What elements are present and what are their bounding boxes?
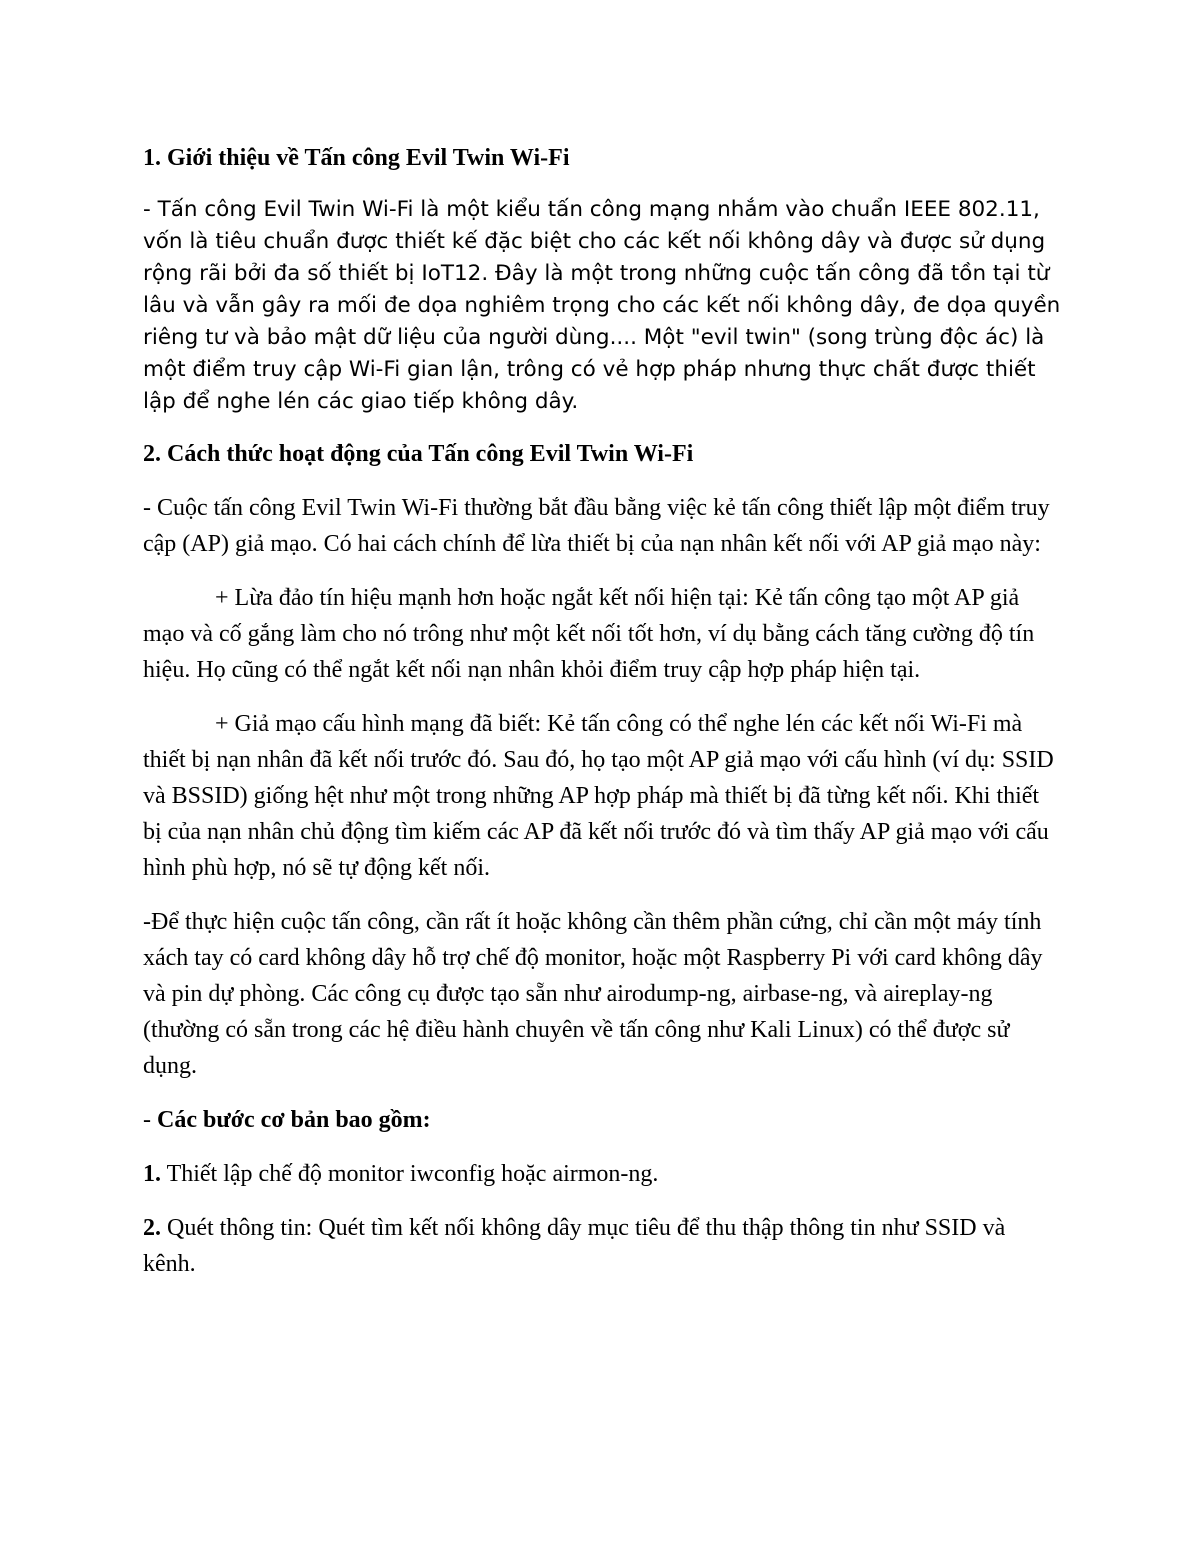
step-text: Thiết lập chế độ monitor iwconfig hoặc airmon-ng.: [161, 1161, 659, 1187]
step-item: [143, 1210, 1063, 1282]
method-2-paragraph: + Giả mạo cấu hình mạng đã biết: Kẻ tấn công có thể nghe lén các kết nối Wi-Fi mà thiết bị nạn nhân đã kết nối trước đó. Sau đó, họ tạo một AP giả mạo với cấu hình (ví dụ: SSID và BSSID) giống hệt như một trong những AP hợp pháp mà thiết bị đã từng kết nối. Khi thiết bị của nạn nhân chủ động tìm kiếm các AP đã kết nối trước đó và tìm thấy AP giả mạo với cấu hình phù hợp, nó sẽ tự động kết nối.: [143, 711, 1054, 881]
step-text: Quét thông tin: Quét tìm kết nối không dây mục tiêu để thu thập thông tin như SSID và kênh.: [143, 1215, 1006, 1277]
steps-heading-line: [143, 1102, 1063, 1138]
step-number: 1.: [143, 1161, 161, 1187]
step-item: [143, 1156, 1063, 1192]
section-1-heading: 1. Giới thiệu về Tấn công Evil Twin Wi-Fi: [143, 145, 570, 171]
method-1-paragraph: + Lừa đảo tín hiệu mạnh hơn hoặc ngắt kết nối hiện tại: Kẻ tấn công tạo một AP giả mạo và cố gắng làm cho nó trông như một kết nối tốt hơn, ví dụ bằng cách tăng cường độ tín hiệu. Họ cũng có thể ngắt kết nối nạn nhân khỏi điểm truy cập hợp pháp hiện tại.: [143, 585, 1035, 683]
step-number: 2.: [143, 1215, 161, 1241]
document-page: [143, 140, 1063, 1300]
requirements-paragraph: -Để thực hiện cuộc tấn công, cần rất ít hoặc không cần thêm phần cứng, chỉ cần một máy tính xách tay có card không dây hỗ trợ chế độ monitor, hoặc một Raspberry Pi với card không dây và pin dự phòng. Các công cụ được tạo sẵn như airodump-ng, airbase-ng, và aireplay-ng (thường có sẵn trong các hệ điều hành chuyên về tấn công như Kali Linux) có thể được sử dụng.: [143, 909, 1043, 1079]
section-2-heading: 2. Cách thức hoạt động của Tấn công Evil Twin Wi-Fi: [143, 441, 694, 467]
section-2-intro: - Cuộc tấn công Evil Twin Wi-Fi thường bắt đầu bằng việc kẻ tấn công thiết lập một điểm truy cập (AP) giả mạo. Có hai cách chính để lừa thiết bị của nạn nhân kết nối với AP giả mạo này:: [143, 495, 1050, 557]
section-1-paragraph: - Tấn công Evil Twin Wi-Fi là một kiểu tấn công mạng nhắm vào chuẩn IEEE 802.11, vốn là tiêu chuẩn được thiết kế đặc biệt cho các kết nối không dây và được sử dụng rộng rãi bởi đa số thiết bị IoT12. Đây là một trong những cuộc tấn công đã tồn tại từ lâu và vẫn gây ra mối đe dọa nghiêm trọng cho các kết nối không dây, đe dọa quyền riêng tư và bảo mật dữ liệu của người dùng.... Một "evil twin" (song trùng độc ác) là một điểm truy cập Wi-Fi gian lận, trông có vẻ hợp pháp nhưng thực chất được thiết lập để nghe lén các giao tiếp không dây.: [143, 197, 1061, 414]
steps-heading: Các bước cơ bản bao gồm:: [157, 1107, 431, 1133]
steps-prefix: -: [143, 1107, 157, 1133]
